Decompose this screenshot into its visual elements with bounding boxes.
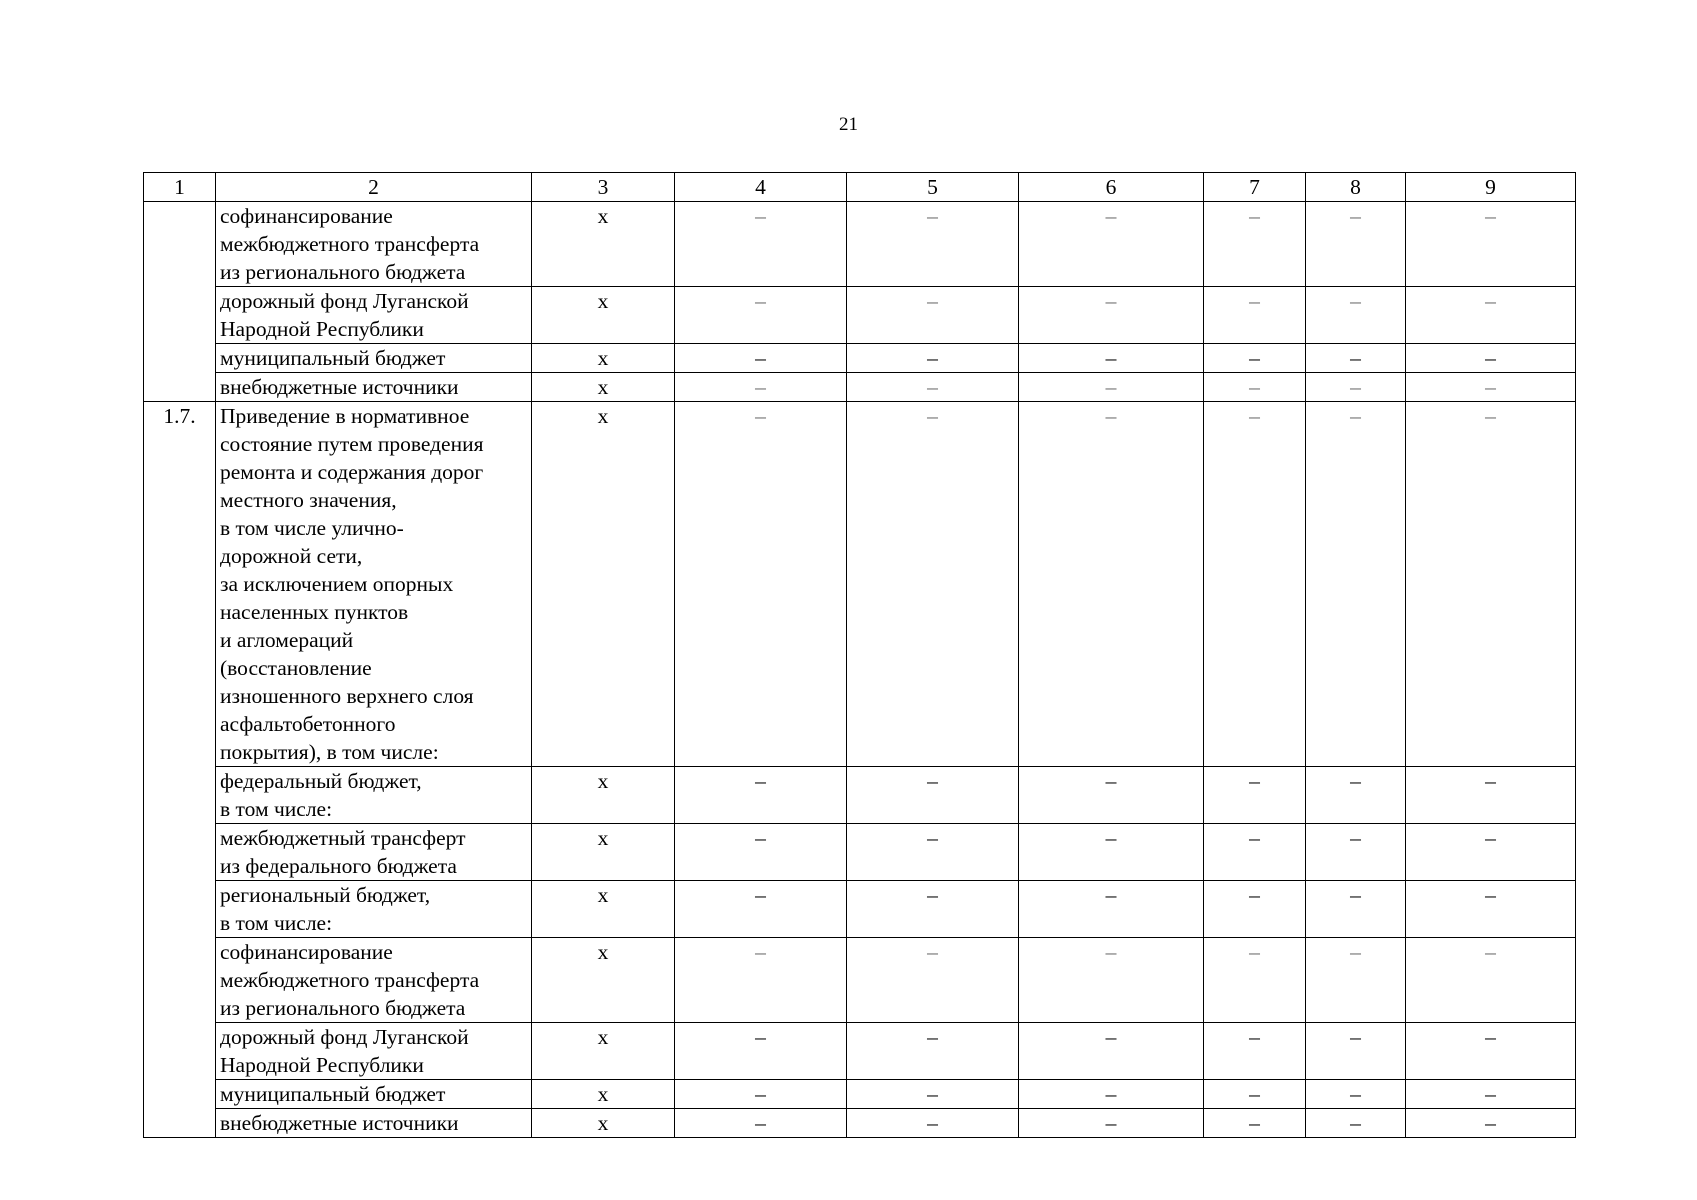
row-value-cell: – <box>675 881 847 938</box>
row-value-cell: – <box>1406 767 1576 824</box>
row-value-cell: – <box>1306 287 1406 344</box>
row-value-cell: – <box>1406 287 1576 344</box>
row-name-line: софинансирование <box>220 940 393 964</box>
table-body <box>144 202 1576 1138</box>
row-value-cell: – <box>1019 344 1204 373</box>
row-value-cell: – <box>1204 344 1306 373</box>
row-mark-cell: х <box>532 824 675 881</box>
row-value-cell: – <box>675 824 847 881</box>
row-name-line: из регионального бюджета <box>220 996 466 1020</box>
row-value-cell: – <box>1019 881 1204 938</box>
table-row <box>144 1109 1576 1138</box>
row-value-cell: – <box>1406 881 1576 938</box>
row-value-cell: – <box>1306 881 1406 938</box>
row-value-cell: – <box>1306 402 1406 767</box>
row-value-cell: – <box>1204 1109 1306 1138</box>
row-value-cell: – <box>847 287 1019 344</box>
row-mark-cell: х <box>532 1109 675 1138</box>
row-name-line: местного значения, <box>220 488 397 512</box>
row-value-cell: – <box>847 1109 1019 1138</box>
row-value-cell: – <box>675 287 847 344</box>
row-value-cell: – <box>1406 373 1576 402</box>
row-name-line: межбюджетного трансферта <box>220 232 480 256</box>
row-value-cell: – <box>1406 938 1576 1023</box>
row-name-cell <box>216 938 532 1023</box>
table-row <box>144 824 1576 881</box>
row-name-line: Приведение в нормативное <box>220 404 470 428</box>
row-value-cell: – <box>1019 287 1204 344</box>
row-name-line: за исключением опорных <box>220 572 454 596</box>
row-name-line: в том числе: <box>220 911 333 935</box>
row-value-cell: – <box>1406 402 1576 767</box>
table-row <box>144 287 1576 344</box>
row-mark-cell: х <box>532 1023 675 1080</box>
row-value-cell: – <box>1306 202 1406 287</box>
row-name-line: муниципальный бюджет <box>220 1082 446 1106</box>
row-value-cell: – <box>1406 1109 1576 1138</box>
row-name-line: покрытия), в том числе: <box>220 740 439 764</box>
row-value-cell: – <box>1306 344 1406 373</box>
row-value-cell: – <box>1306 373 1406 402</box>
row-value-cell: – <box>1204 287 1306 344</box>
row-name-cell <box>216 881 532 938</box>
row-value-cell: – <box>1019 824 1204 881</box>
row-name-line: муниципальный бюджет <box>220 346 446 370</box>
row-value-cell: – <box>847 767 1019 824</box>
row-mark-cell: х <box>532 202 675 287</box>
row-name-line: Народной Республики <box>220 1053 424 1077</box>
row-value-cell: – <box>1406 1023 1576 1080</box>
row-value-cell: – <box>1306 1080 1406 1109</box>
row-name-line: и агломераций <box>220 628 354 652</box>
row-mark-cell: х <box>532 402 675 767</box>
row-name-line: дорожной сети, <box>220 544 363 568</box>
row-value-cell: – <box>1406 824 1576 881</box>
row-name-line: межбюджетного трансферта <box>220 968 480 992</box>
row-value-cell: – <box>1019 938 1204 1023</box>
row-value-cell: – <box>675 767 847 824</box>
row-name-cell <box>216 767 532 824</box>
row-name-cell <box>216 402 532 767</box>
row-value-cell: – <box>1306 824 1406 881</box>
row-value-cell: – <box>675 344 847 373</box>
row-value-cell: – <box>1204 402 1306 767</box>
row-value-cell: – <box>1406 344 1576 373</box>
row-number-cell: 1.7. <box>144 402 216 1138</box>
row-value-cell: – <box>675 202 847 287</box>
header-row <box>144 173 1576 202</box>
row-name-cell <box>216 287 532 344</box>
row-name-line: в том числе: <box>220 797 333 821</box>
row-name-line: внебюджетные источники <box>220 1111 459 1135</box>
row-name-line: федеральный бюджет, <box>220 769 422 793</box>
row-mark-cell: х <box>532 938 675 1023</box>
row-name-cell <box>216 344 532 373</box>
row-mark-cell: х <box>532 881 675 938</box>
row-name-cell <box>216 373 532 402</box>
row-value-cell: – <box>675 1080 847 1109</box>
row-mark-cell: х <box>532 287 675 344</box>
row-mark-cell: х <box>532 767 675 824</box>
row-value-cell: – <box>1406 1080 1576 1109</box>
row-mark-cell: х <box>532 373 675 402</box>
row-value-cell: – <box>1204 1023 1306 1080</box>
table-row <box>144 202 1576 287</box>
row-value-cell: – <box>847 881 1019 938</box>
row-value-cell: – <box>1306 938 1406 1023</box>
row-value-cell: – <box>675 1023 847 1080</box>
row-number-cell <box>144 202 216 402</box>
table-row <box>144 881 1576 938</box>
budget-table <box>143 172 1576 1138</box>
row-value-cell: – <box>1204 824 1306 881</box>
row-mark-cell: х <box>532 344 675 373</box>
row-name-line: состояние путем проведения <box>220 432 484 456</box>
row-value-cell: – <box>1204 1080 1306 1109</box>
column-header-7: 7 <box>1204 173 1306 202</box>
row-value-cell: – <box>675 1109 847 1138</box>
row-value-cell: – <box>1204 938 1306 1023</box>
row-value-cell: – <box>847 1080 1019 1109</box>
row-name-cell <box>216 202 532 287</box>
row-value-cell: – <box>847 824 1019 881</box>
row-name-cell <box>216 1023 532 1080</box>
table-header <box>144 173 1576 202</box>
column-header-6: 6 <box>1019 173 1204 202</box>
row-name-line: (восстановление <box>220 656 372 680</box>
row-value-cell: – <box>1306 1109 1406 1138</box>
table-row <box>144 344 1576 373</box>
row-value-cell: – <box>1019 1023 1204 1080</box>
row-name-line: внебюджетные источники <box>220 375 459 399</box>
column-header-2: 2 <box>216 173 532 202</box>
table-row <box>144 1023 1576 1080</box>
page-number: 21 <box>839 114 858 135</box>
row-value-cell: – <box>1204 881 1306 938</box>
row-value-cell: – <box>847 373 1019 402</box>
row-value-cell: – <box>1019 373 1204 402</box>
column-header-5: 5 <box>847 173 1019 202</box>
row-name-line: региональный бюджет, <box>220 883 431 907</box>
row-value-cell: – <box>1019 1109 1204 1138</box>
row-value-cell: – <box>1019 1080 1204 1109</box>
row-value-cell: – <box>675 402 847 767</box>
row-value-cell: – <box>1306 767 1406 824</box>
table-row <box>144 373 1576 402</box>
row-value-cell: – <box>1019 202 1204 287</box>
row-name-line: асфальтобетонного <box>220 712 396 736</box>
row-name-line: из регионального бюджета <box>220 260 466 284</box>
row-value-cell: – <box>1204 767 1306 824</box>
row-value-cell: – <box>1204 373 1306 402</box>
row-value-cell: – <box>847 1023 1019 1080</box>
row-value-cell: – <box>1306 1023 1406 1080</box>
row-value-cell: – <box>847 402 1019 767</box>
row-name-cell <box>216 824 532 881</box>
row-name-cell <box>216 1109 532 1138</box>
row-name-line: населенных пунктов <box>220 600 409 624</box>
row-value-cell: – <box>847 344 1019 373</box>
row-name-line: софинансирование <box>220 204 393 228</box>
row-mark-cell: х <box>532 1080 675 1109</box>
row-name-line: из федерального бюджета <box>220 854 457 878</box>
column-header-9: 9 <box>1406 173 1576 202</box>
table-row <box>144 402 1576 767</box>
row-name-line: дорожный фонд Луганской <box>220 1025 469 1049</box>
column-header-4: 4 <box>675 173 847 202</box>
table-row <box>144 1080 1576 1109</box>
row-name-cell <box>216 1080 532 1109</box>
row-value-cell: – <box>675 938 847 1023</box>
row-name-line: дорожный фонд Луганской <box>220 289 469 313</box>
row-value-cell: – <box>675 373 847 402</box>
column-header-1: 1 <box>144 173 216 202</box>
row-value-cell: – <box>847 202 1019 287</box>
table-row <box>144 767 1576 824</box>
row-name-line: изношенного верхнего слоя <box>220 684 474 708</box>
row-value-cell: – <box>1406 202 1576 287</box>
row-name-line: ремонта и содержания дорог <box>220 460 484 484</box>
row-value-cell: – <box>1204 202 1306 287</box>
column-header-8: 8 <box>1306 173 1406 202</box>
row-name-line: межбюджетный трансферт <box>220 826 466 850</box>
row-name-line: Народной Республики <box>220 317 424 341</box>
row-value-cell: – <box>1019 767 1204 824</box>
row-value-cell: – <box>847 938 1019 1023</box>
column-header-3: 3 <box>532 173 675 202</box>
row-value-cell: – <box>1019 402 1204 767</box>
row-name-line: в том числе улично- <box>220 516 404 540</box>
table-row <box>144 938 1576 1023</box>
